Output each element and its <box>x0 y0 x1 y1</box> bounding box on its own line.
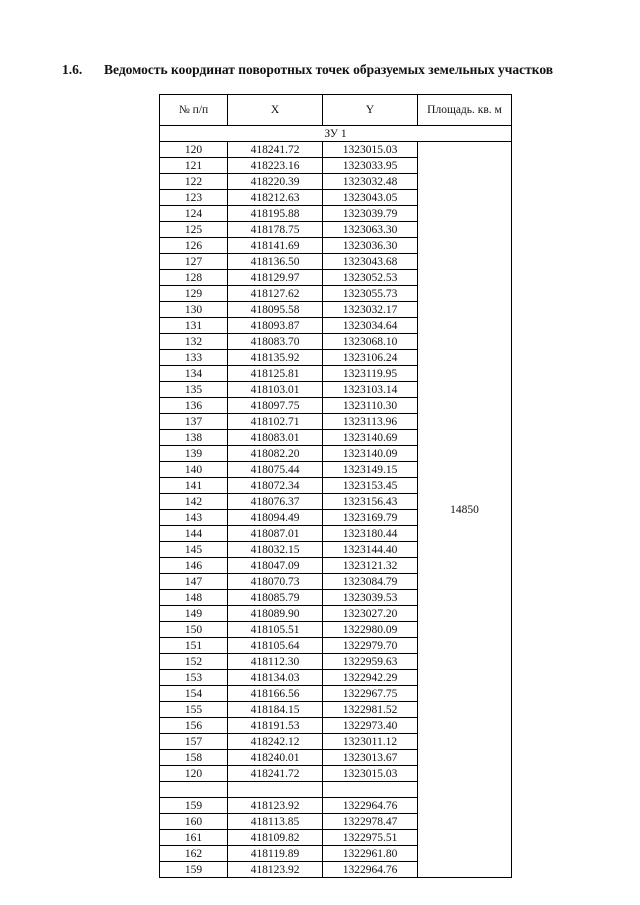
x-coordinate: 418075.44 <box>228 462 323 478</box>
point-number: 158 <box>160 750 228 766</box>
x-coordinate: 418103.01 <box>228 382 323 398</box>
y-coordinate: 1323013.67 <box>323 750 418 766</box>
y-coordinate: 1323011.12 <box>323 734 418 750</box>
x-coordinate: 418166.56 <box>228 686 323 702</box>
x-coordinate: 418191.53 <box>228 718 323 734</box>
point-number: 156 <box>160 718 228 734</box>
point-number: 139 <box>160 446 228 462</box>
y-coordinate: 1323063.30 <box>323 222 418 238</box>
point-number: 145 <box>160 542 228 558</box>
y-coordinate: 1323180.44 <box>323 526 418 542</box>
y-coordinate: 1323032.48 <box>323 174 418 190</box>
point-number: 154 <box>160 686 228 702</box>
point-number: 159 <box>160 862 228 878</box>
y-coordinate: 1323121.32 <box>323 558 418 574</box>
empty-cell <box>228 782 323 798</box>
x-coordinate: 418089.90 <box>228 606 323 622</box>
point-number: 159 <box>160 798 228 814</box>
x-coordinate: 418223.16 <box>228 158 323 174</box>
point-number: 129 <box>160 286 228 302</box>
x-coordinate: 418141.69 <box>228 238 323 254</box>
x-coordinate: 418047.09 <box>228 558 323 574</box>
point-number: 123 <box>160 190 228 206</box>
point-number: 134 <box>160 366 228 382</box>
y-coordinate: 1322961.80 <box>323 846 418 862</box>
x-coordinate: 418082.20 <box>228 446 323 462</box>
x-coordinate: 418125.81 <box>228 366 323 382</box>
x-coordinate: 418129.97 <box>228 270 323 286</box>
table-header-row <box>160 95 512 126</box>
y-coordinate: 1323043.68 <box>323 254 418 270</box>
header-x: X <box>228 95 323 126</box>
y-coordinate: 1323144.40 <box>323 542 418 558</box>
y-coordinate: 1322975.51 <box>323 830 418 846</box>
y-coordinate: 1323032.17 <box>323 302 418 318</box>
point-number: 125 <box>160 222 228 238</box>
y-coordinate: 1323034.64 <box>323 318 418 334</box>
y-coordinate: 1323015.03 <box>323 142 418 158</box>
y-coordinate: 1323153.45 <box>323 478 418 494</box>
y-coordinate: 1323039.53 <box>323 590 418 606</box>
point-number: 153 <box>160 670 228 686</box>
point-number: 160 <box>160 814 228 830</box>
y-coordinate: 1322980.09 <box>323 622 418 638</box>
y-coordinate: 1323036.30 <box>323 238 418 254</box>
y-coordinate: 1322981.52 <box>323 702 418 718</box>
point-number: 161 <box>160 830 228 846</box>
y-coordinate: 1323169.79 <box>323 510 418 526</box>
point-number: 138 <box>160 430 228 446</box>
y-coordinate: 1322973.40 <box>323 718 418 734</box>
x-coordinate: 418032.15 <box>228 542 323 558</box>
x-coordinate: 418093.87 <box>228 318 323 334</box>
y-coordinate: 1322959.63 <box>323 654 418 670</box>
y-coordinate: 1323119.95 <box>323 366 418 382</box>
y-coordinate: 1322979.70 <box>323 638 418 654</box>
x-coordinate: 418134.03 <box>228 670 323 686</box>
x-coordinate: 418112.30 <box>228 654 323 670</box>
x-coordinate: 418094.49 <box>228 510 323 526</box>
header-number: № п/п <box>160 95 228 126</box>
y-coordinate: 1323110.30 <box>323 398 418 414</box>
y-coordinate: 1323039.79 <box>323 206 418 222</box>
y-coordinate: 1323068.10 <box>323 334 418 350</box>
x-coordinate: 418241.72 <box>228 142 323 158</box>
point-number: 124 <box>160 206 228 222</box>
point-number: 151 <box>160 638 228 654</box>
header-y: Y <box>323 95 418 126</box>
point-number: 122 <box>160 174 228 190</box>
y-coordinate: 1322967.75 <box>323 686 418 702</box>
point-number: 155 <box>160 702 228 718</box>
y-coordinate: 1323033.95 <box>323 158 418 174</box>
x-coordinate: 418127.62 <box>228 286 323 302</box>
y-coordinate: 1322964.76 <box>323 798 418 814</box>
x-coordinate: 418240.01 <box>228 750 323 766</box>
point-number: 148 <box>160 590 228 606</box>
x-coordinate: 418083.70 <box>228 334 323 350</box>
point-number: 120 <box>160 142 228 158</box>
y-coordinate: 1323027.20 <box>323 606 418 622</box>
y-coordinate: 1322964.76 <box>323 862 418 878</box>
point-number: 146 <box>160 558 228 574</box>
x-coordinate: 418184.15 <box>228 702 323 718</box>
point-number: 140 <box>160 462 228 478</box>
y-coordinate: 1323113.96 <box>323 414 418 430</box>
x-coordinate: 418113.85 <box>228 814 323 830</box>
x-coordinate: 418109.82 <box>228 830 323 846</box>
point-number: 121 <box>160 158 228 174</box>
x-coordinate: 418220.39 <box>228 174 323 190</box>
point-number: 127 <box>160 254 228 270</box>
point-number: 141 <box>160 478 228 494</box>
x-coordinate: 418085.79 <box>228 590 323 606</box>
y-coordinate: 1323043.05 <box>323 190 418 206</box>
point-number: 135 <box>160 382 228 398</box>
y-coordinate: 1323149.15 <box>323 462 418 478</box>
section-number: 1.6. <box>62 62 83 77</box>
point-number: 131 <box>160 318 228 334</box>
x-coordinate: 418087.01 <box>228 526 323 542</box>
point-number: 143 <box>160 510 228 526</box>
x-coordinate: 418195.88 <box>228 206 323 222</box>
point-number: 132 <box>160 334 228 350</box>
point-number: 120 <box>160 766 228 782</box>
x-coordinate: 418212.63 <box>228 190 323 206</box>
x-coordinate: 418095.58 <box>228 302 323 318</box>
section-title: Ведомость координат поворотных точек образуемых земельных участков <box>104 62 554 77</box>
point-number: 162 <box>160 846 228 862</box>
point-number: 157 <box>160 734 228 750</box>
x-coordinate: 418135.92 <box>228 350 323 366</box>
y-coordinate: 1322942.29 <box>323 670 418 686</box>
x-coordinate: 418119.89 <box>228 846 323 862</box>
x-coordinate: 418242.12 <box>228 734 323 750</box>
coordinates-table <box>159 94 512 878</box>
x-coordinate: 418241.72 <box>228 766 323 782</box>
table-row <box>160 142 512 158</box>
y-coordinate: 1323103.14 <box>323 382 418 398</box>
y-coordinate: 1322978.47 <box>323 814 418 830</box>
point-number: 150 <box>160 622 228 638</box>
empty-cell <box>160 782 228 798</box>
point-number: 136 <box>160 398 228 414</box>
x-coordinate: 418076.37 <box>228 494 323 510</box>
point-number: 137 <box>160 414 228 430</box>
y-coordinate: 1323156.43 <box>323 494 418 510</box>
group-row <box>160 126 512 142</box>
x-coordinate: 418070.73 <box>228 574 323 590</box>
point-number: 147 <box>160 574 228 590</box>
x-coordinate: 418178.75 <box>228 222 323 238</box>
x-coordinate: 418105.51 <box>228 622 323 638</box>
x-coordinate: 418097.75 <box>228 398 323 414</box>
point-number: 142 <box>160 494 228 510</box>
y-coordinate: 1323052.53 <box>323 270 418 286</box>
x-coordinate: 418072.34 <box>228 478 323 494</box>
x-coordinate: 418083.01 <box>228 430 323 446</box>
point-number: 130 <box>160 302 228 318</box>
y-coordinate: 1323055.73 <box>323 286 418 302</box>
group-label: ЗУ 1 <box>160 126 512 142</box>
x-coordinate: 418123.92 <box>228 862 323 878</box>
point-number: 126 <box>160 238 228 254</box>
point-number: 152 <box>160 654 228 670</box>
y-coordinate: 1323106.24 <box>323 350 418 366</box>
y-coordinate: 1323015.03 <box>323 766 418 782</box>
y-coordinate: 1323140.09 <box>323 446 418 462</box>
header-area: Площадь. кв. м <box>418 95 512 126</box>
y-coordinate: 1323140.69 <box>323 430 418 446</box>
section-heading <box>62 62 553 78</box>
point-number: 144 <box>160 526 228 542</box>
point-number: 133 <box>160 350 228 366</box>
area-value: 14850 <box>418 142 512 878</box>
x-coordinate: 418105.64 <box>228 638 323 654</box>
point-number: 128 <box>160 270 228 286</box>
point-number: 149 <box>160 606 228 622</box>
empty-cell <box>323 782 418 798</box>
y-coordinate: 1323084.79 <box>323 574 418 590</box>
x-coordinate: 418102.71 <box>228 414 323 430</box>
x-coordinate: 418123.92 <box>228 798 323 814</box>
x-coordinate: 418136.50 <box>228 254 323 270</box>
